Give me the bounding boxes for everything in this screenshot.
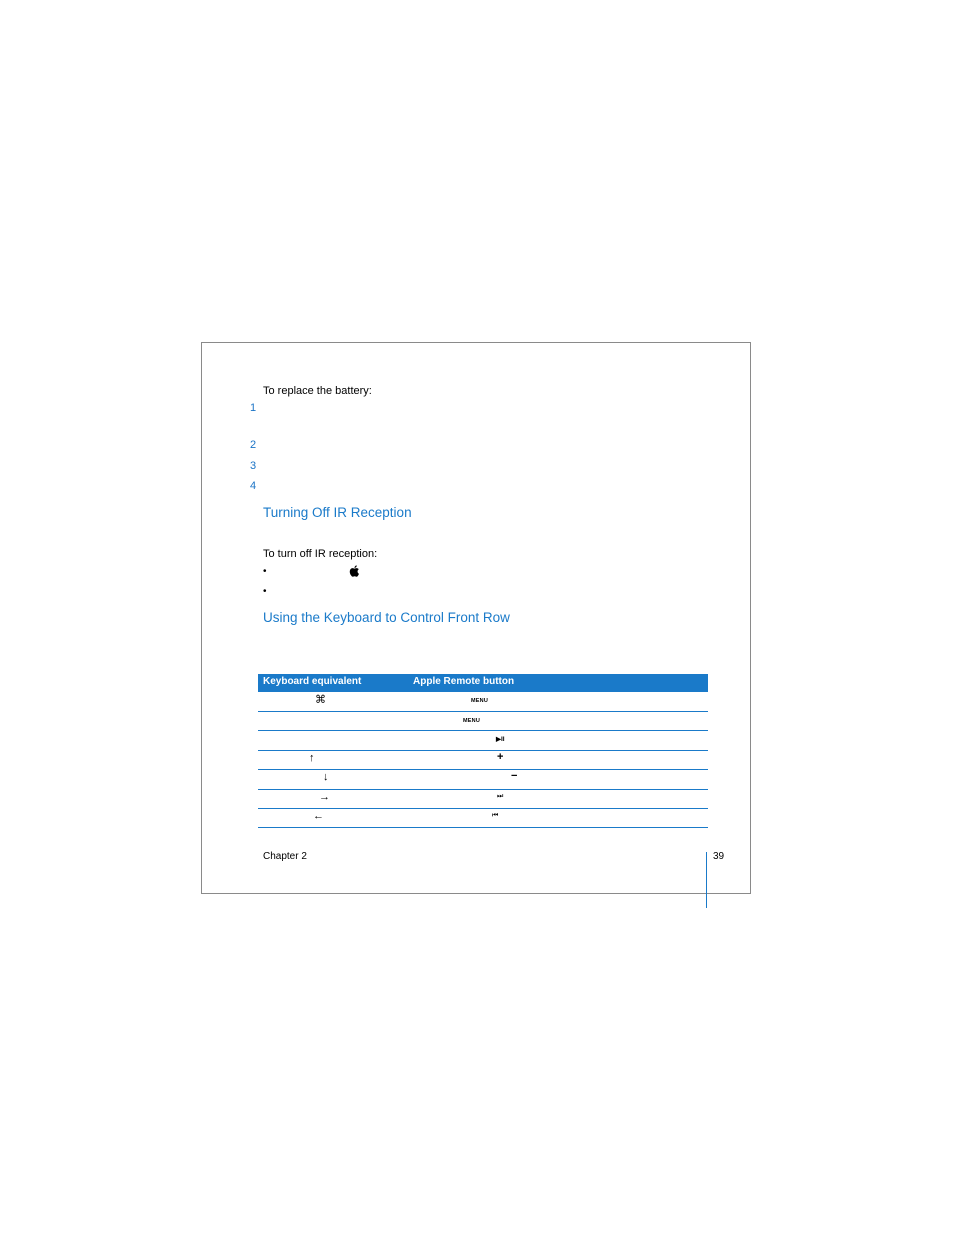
key-command: ⌘ bbox=[315, 694, 326, 706]
footer-chapter: Chapter 2 bbox=[263, 851, 307, 862]
bullet-2: • bbox=[263, 586, 267, 597]
table-row-divider bbox=[258, 808, 708, 809]
apple-logo-icon bbox=[349, 564, 360, 582]
table-row-divider bbox=[258, 769, 708, 770]
table-row-divider bbox=[258, 827, 708, 828]
table-row-divider bbox=[258, 750, 708, 751]
step-number-1: 1 bbox=[250, 402, 257, 414]
key-arrow-left: ← bbox=[313, 810, 324, 822]
footer-divider bbox=[706, 852, 707, 908]
volume-up-icon: + bbox=[497, 751, 504, 763]
section-heading-ir: Turning Off IR Reception bbox=[263, 505, 412, 520]
menu-button-text: MENU bbox=[463, 718, 480, 724]
table-header-remote: Apple Remote button bbox=[413, 676, 515, 687]
table-row-divider bbox=[258, 789, 708, 790]
step-number-3: 3 bbox=[250, 460, 257, 472]
previous-track-icon: ⏮ bbox=[492, 812, 499, 819]
footer-page-number: 39 bbox=[713, 851, 725, 862]
bullet-1: • bbox=[263, 566, 267, 577]
key-arrow-up: ↑ bbox=[309, 752, 315, 764]
volume-down-icon: − bbox=[511, 770, 518, 782]
step-number-2: 2 bbox=[250, 439, 257, 451]
table-row-divider bbox=[258, 711, 708, 712]
table-header-row bbox=[258, 674, 708, 692]
ir-instructions-label: To turn off IR reception: bbox=[263, 548, 378, 560]
key-arrow-right: → bbox=[319, 791, 330, 803]
step-number-4: 4 bbox=[250, 480, 257, 492]
key-arrow-down: ↓ bbox=[323, 771, 329, 783]
menu-button-text: MENU bbox=[471, 698, 488, 704]
table-header-keyboard: Keyboard equivalent bbox=[263, 676, 362, 687]
next-track-icon: ⏭ bbox=[497, 793, 504, 800]
play-pause-icon: ▶II bbox=[496, 736, 505, 743]
battery-instructions-label: To replace the battery: bbox=[263, 385, 372, 397]
table-row-divider bbox=[258, 730, 708, 731]
section-heading-keyboard: Using the Keyboard to Control Front Row bbox=[263, 610, 510, 625]
